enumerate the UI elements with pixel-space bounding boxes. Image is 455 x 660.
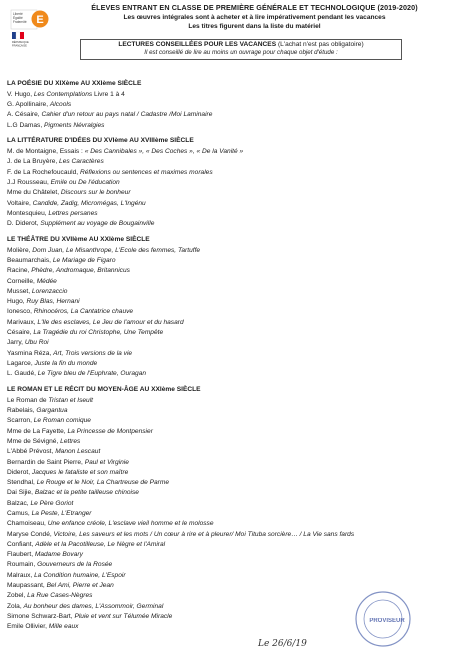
list-item [7,168,447,178]
list-item [7,530,447,540]
work-title: Tristan et Iseult [48,396,94,404]
work-title: Cahier d'un retour au pays natal / Cadastre /Moi Laminaire [41,111,213,119]
section [7,80,447,131]
author: D. Diderot, [7,220,41,228]
work-title: Les Contemplations [33,90,93,98]
list-item [7,519,447,529]
work-title: Au bonheur des dames, L'Assommoir, Germinal [23,602,164,610]
work-title: Candide, Zadig, Micromégas, L'Ingénu [32,199,146,207]
detail: Livre 1 à 4 [92,90,125,98]
list-item [7,307,447,317]
work-title: Dom Juan, Le Misanthrope, L'Ecole des femmes, Tartuffe [32,246,201,254]
list-item [7,416,447,426]
list-item [7,188,447,198]
author: Césaire, [7,329,34,337]
list-item [7,199,447,209]
author: Musset, [7,287,32,295]
author: G. Apollinaire, [7,101,50,108]
list-item [7,427,447,437]
author: Maupassant, [7,582,47,590]
author: V. Hugo, [7,90,34,98]
author: J.J Rousseau, [7,178,51,186]
section-heading: LA POÉSIE DU XIXème AU XXIème SIÈCLE [7,80,142,87]
work-title: Gouverneurs de la Rosée [37,561,113,569]
logo-line-4: RÉPUBLIQUE [12,41,29,44]
work-title: Pigments Névralgies [44,121,105,129]
header-line-1: ÉLEVES ENTRANT EN CLASSE DE PREMIÈRE GÉNÉRALE ET TECHNOLOGIQUE (2019-2020) [91,3,418,12]
author: Dai Sijie, [7,489,35,497]
list-item [7,458,447,468]
author: Camus, [7,510,32,517]
list-item [7,318,447,328]
document-header [60,3,449,30]
list-item [7,110,447,120]
work-title: La Rue Cases-Nègres [27,592,93,600]
logo-line-5: FRANÇAISE [12,44,27,48]
work-title: Médée [36,277,57,285]
author: A. Césaire, [7,111,42,119]
work-title: L'Ile des esclaves, Le Jeu de l'amour et du hasard [37,318,184,326]
work-title: Victoire, Les saveurs et les mots / Un cœur à rire et à pleurer/ Moi Tituba sorcière… / La Vie sans fards [53,530,355,538]
list-item [7,157,447,167]
work-title: La Princesse de Montpensier [67,427,153,435]
author: Chamoiseau, [7,520,48,528]
author: Jarry, [7,339,25,347]
reading-list [7,80,447,639]
work-title: « Des Cannibales », « Des Coches », « De la Vanité » [84,148,244,156]
list-item [7,359,447,369]
list-item [7,478,447,488]
logo-line-1: Liberté [13,12,23,16]
work-title: Le Roman comique [33,417,91,425]
section [7,236,447,380]
list-item [7,246,447,256]
school-stamp [352,588,414,650]
list-item [7,287,447,297]
list-item [7,509,447,519]
list-item [7,447,447,457]
author: Le Roman de [7,396,49,404]
work-title: Ruy Blas, Hernani [26,298,80,306]
section-heading: LE ROMAN ET LE RÉCIT DU MOYEN-ÂGE AU XXIème SIÈCLE [7,386,201,394]
author: L.G Damas, [7,121,45,129]
work-title: Bel Ami, Pierre et Jean [46,582,114,590]
list-item [7,571,447,581]
box-note: (L'achat n'est pas obligatoire) [276,41,364,48]
list-item [7,100,447,110]
author: Zola, [7,602,24,610]
work-title: La Peste, L'Etranger [31,510,92,517]
list-item [7,499,447,509]
author: Racine, [7,267,32,275]
work-title: Adèle et la Pacotilleuse, Le Nègre et l'Amiral [35,540,166,548]
work-title: Le Père Goriot [30,499,74,507]
author: Scarron, [7,417,34,425]
author: Stendhal, [7,479,37,487]
author: Malraux, [7,571,35,579]
author: Rabelais, [7,407,37,415]
list-item [7,540,447,550]
work-title: Phèdre, Andromaque, Britannicus [31,267,130,275]
work-title: Le Rouge et le Noir, La Chartreuse de Parme [36,479,170,487]
header-line-3: Les titres figurent dans la liste du matériel [188,23,321,30]
work-title: Le Tigre bleu de l'Euphrate, Ouragan [37,370,147,378]
work-title: Balzac et la petite tailleuse chinoise [34,489,139,497]
author: Zobel, [7,592,28,600]
work-title: Réflexions ou sentences et maximes morales [79,168,213,176]
list-item [7,297,447,307]
author: Corneille, [7,277,37,285]
author: Voltaire, [7,199,33,207]
list-item [7,147,447,157]
work-title: Une enfance créole, L'esclave vieil homme et le molosse [47,520,214,528]
author: Mme du Châtelet, [7,189,61,197]
logo-line-3: Fraternité [13,20,27,24]
author: Hugo, [7,298,27,306]
author: Marivaux, [7,318,38,326]
list-item [7,550,447,560]
work-title: Lettres [60,437,81,445]
signature-date: Le 26/6/19 [258,639,307,649]
work-title: Paul et Virginie [84,458,129,466]
work-title: Lettres persanes [48,209,98,217]
author: Confiant, [7,540,36,548]
author: L. Gaudé, [7,370,38,378]
work-title: Lorenzaccio [31,287,68,295]
work-title: Mille eaux [48,623,79,631]
work-title: La Condition humaine, L'Espoir [34,571,126,579]
list-item [7,277,447,287]
author: L'Abbé Prévost, [7,448,56,456]
list-item [7,560,447,570]
work-title: La Tragédie du roi Christophe, Une Tempête [33,329,164,337]
author: Flaubert, [7,551,35,559]
work-title: Pluie et vent sur Télumée Miracle [74,612,173,620]
author: Lagarce, [7,359,35,367]
author: M. de Montaigne, Essais : [7,148,85,156]
author: Montesquieu, [7,209,49,217]
author: Mme de Sévigné, [7,437,61,445]
header-line-2: Les œuvres intégrales sont à acheter et à lire impérativement pendant les vacances [123,14,386,21]
author: Yasmina Réza, [7,349,54,357]
author: Maryse Condé, [7,530,54,538]
author: F. de La Rochefoucauld, [7,168,80,176]
work-title: Madame Bovary [34,551,83,559]
author: Roumain, [7,561,38,569]
section [7,137,447,229]
work-title: Ubu Roi [24,339,49,347]
republique-francaise-logo [10,8,56,48]
list-item [7,266,447,276]
author: Beaumarchais, [7,256,53,264]
list-item [7,488,447,498]
work-title: Supplément au voyage de Bougainville [40,220,155,228]
work-title: Discours sur le bonheur [60,189,131,197]
author: Mme de La Fayette, [7,427,68,435]
author: Bernardin de Saint Pierre, [7,458,85,466]
list-item [7,468,447,478]
list-item [7,209,447,219]
box-subtitle: Il est conseillé de lire au moins un ouvrage pour chaque objet d'étude : [144,49,338,56]
section-heading: LE THÉÂTRE DU XVIIème AU XXIème SIÈCLE [7,235,150,243]
list-item [7,328,447,338]
list-item [7,338,447,348]
list-item [7,256,447,266]
section-heading: LA LITTÉRATURE D'IDÉES DU XVIème AU XVIIIème SIÈCLE [7,137,194,145]
list-item [7,90,447,100]
work-title: Emile ou De l'éducation [50,178,120,186]
work-title: Les Caractères [59,158,104,166]
box-title: LECTURES CONSEILLÉES POUR LES VACANCES [118,41,277,48]
svg-text:E: E [36,14,44,26]
logo-line-2: Égalité [13,16,23,20]
work-title: Le Mariage de Figaro [52,256,116,264]
work-title: Art, Trois versions de la vie [53,349,133,357]
box-title-line [81,41,401,48]
list-item [7,437,447,447]
stamp-text: PROVISEUR [369,618,405,624]
list-item [7,406,447,416]
author: Balzac, [7,499,31,507]
recommended-readings-box [80,39,402,60]
author: Simone Schwarz-Bart, [7,612,75,620]
work-title: Rhinocéros, La Cantatrice chauve [33,308,134,316]
list-item [7,396,447,406]
work-title: Juste la fin du monde [34,359,98,367]
work-title: Alcools [49,101,72,108]
list-item [7,369,447,379]
author: Ionesco, [7,308,34,316]
list-item [7,121,447,131]
author: Emile Ollivier, [7,623,49,631]
work-title: Jacques le fataliste et son maître [31,468,129,476]
list-item [7,178,447,188]
work-title: Gargantua [36,407,68,415]
author: Molière, [7,246,33,254]
author: J. de La Bruyère, [7,158,60,166]
work-title: Manon Lescaut [55,448,101,456]
list-item [7,349,447,359]
list-item [7,219,447,229]
author: Diderot, [7,468,32,476]
